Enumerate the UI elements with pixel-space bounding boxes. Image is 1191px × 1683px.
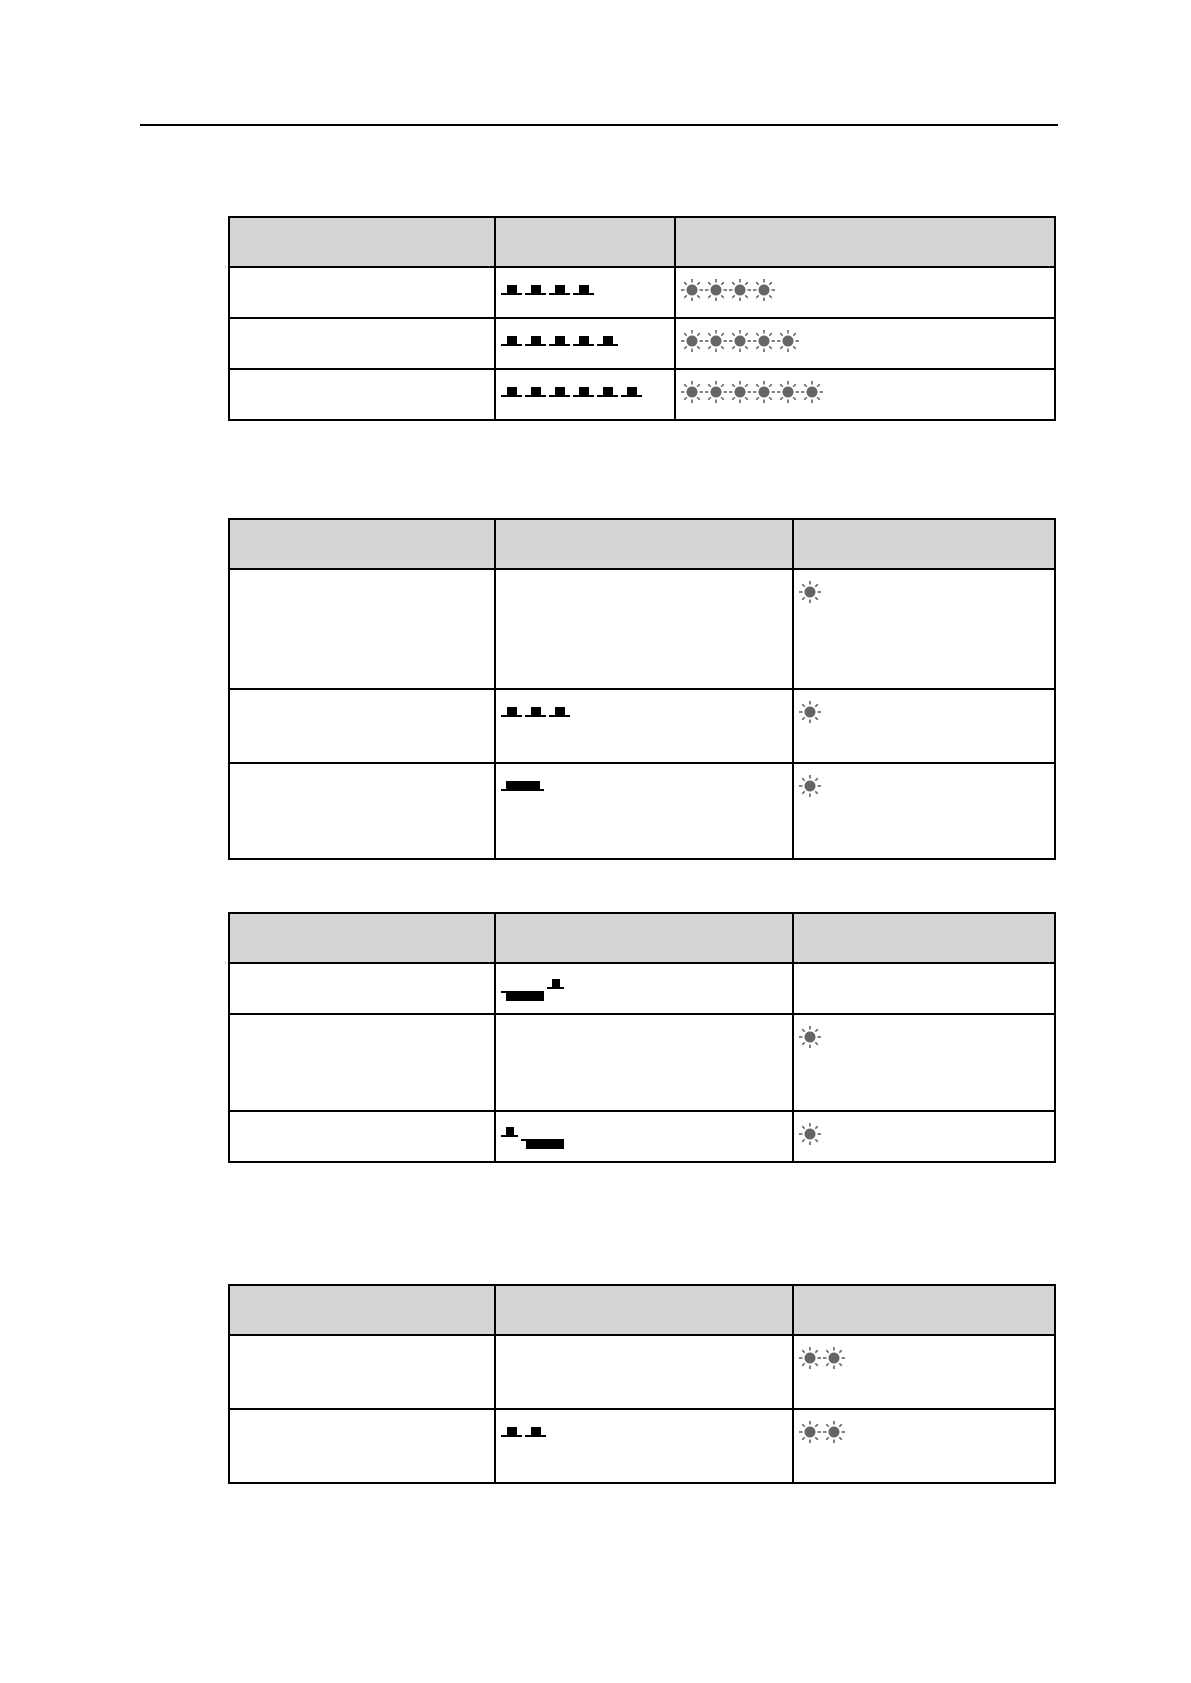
table-header-cell bbox=[495, 1285, 793, 1335]
led-pattern-cell bbox=[793, 1409, 1055, 1483]
led-blink-icon bbox=[798, 1346, 822, 1370]
table-row bbox=[229, 1335, 1055, 1409]
led-blink-icon bbox=[776, 329, 800, 353]
led-blink-icon bbox=[798, 1025, 822, 1049]
long-beep-icon bbox=[520, 1124, 566, 1150]
led-blink-icon bbox=[704, 278, 728, 302]
short-beep-icon bbox=[548, 382, 572, 398]
condition-cell bbox=[229, 267, 495, 318]
table-row bbox=[229, 963, 1055, 1014]
beep-pattern-cell bbox=[495, 569, 793, 689]
table-row bbox=[229, 318, 1055, 369]
long-beep-icon bbox=[500, 976, 546, 1002]
led-blink-icon bbox=[752, 329, 776, 353]
led-pattern-cell bbox=[675, 267, 1055, 318]
table-header-cell bbox=[229, 519, 495, 569]
beep-pattern-cell bbox=[495, 1111, 793, 1162]
short-beep-icon bbox=[500, 1422, 524, 1438]
led-pattern-cell bbox=[675, 369, 1055, 420]
table-header-cell bbox=[793, 519, 1055, 569]
led-blink-icon bbox=[776, 380, 800, 404]
led-blink-icon bbox=[822, 1420, 846, 1444]
table-header-cell bbox=[793, 913, 1055, 963]
table-row bbox=[229, 1014, 1055, 1111]
table-row bbox=[229, 569, 1055, 689]
beep-pattern-cell bbox=[495, 318, 675, 369]
table-row bbox=[229, 369, 1055, 420]
table-header-row bbox=[229, 217, 1055, 267]
condition-cell bbox=[229, 1111, 495, 1162]
table-header-cell bbox=[793, 1285, 1055, 1335]
condition-cell bbox=[229, 1014, 495, 1111]
short-beep-icon bbox=[596, 382, 620, 398]
short-beep-icon bbox=[500, 1124, 520, 1150]
led-blink-icon bbox=[798, 700, 822, 724]
table-header-cell bbox=[495, 217, 675, 267]
led-pattern-cell bbox=[793, 763, 1055, 859]
table-header-cell bbox=[495, 519, 793, 569]
led-blink-icon bbox=[798, 1420, 822, 1444]
condition-cell bbox=[229, 569, 495, 689]
table-header-row bbox=[229, 519, 1055, 569]
condition-cell bbox=[229, 369, 495, 420]
table-header-cell bbox=[229, 1285, 495, 1335]
led-blink-icon bbox=[680, 380, 704, 404]
led-pattern-cell bbox=[675, 318, 1055, 369]
short-beep-icon bbox=[548, 702, 572, 718]
table-header-cell bbox=[675, 217, 1055, 267]
beep-pattern-cell bbox=[495, 689, 793, 763]
beep-pattern-cell bbox=[495, 1335, 793, 1409]
beep-pattern-cell bbox=[495, 369, 675, 420]
led-blink-icon bbox=[680, 278, 704, 302]
led-blink-icon bbox=[728, 329, 752, 353]
led-pattern-cell bbox=[793, 963, 1055, 1014]
signal-table bbox=[228, 216, 1056, 421]
short-beep-icon bbox=[572, 280, 596, 296]
long-beep-icon bbox=[500, 776, 546, 792]
condition-cell bbox=[229, 1335, 495, 1409]
table-row bbox=[229, 763, 1055, 859]
condition-cell bbox=[229, 963, 495, 1014]
short-beep-icon bbox=[500, 280, 524, 296]
led-blink-icon bbox=[800, 380, 824, 404]
short-beep-icon bbox=[500, 702, 524, 718]
condition-cell bbox=[229, 689, 495, 763]
table-header-cell bbox=[229, 217, 495, 267]
table-header-cell bbox=[229, 913, 495, 963]
table-header-cell bbox=[495, 913, 793, 963]
led-pattern-cell bbox=[793, 1014, 1055, 1111]
beep-pattern-cell bbox=[495, 267, 675, 318]
beep-pattern-cell bbox=[495, 1014, 793, 1111]
short-beep-icon bbox=[620, 382, 644, 398]
short-beep-icon bbox=[572, 382, 596, 398]
table-row bbox=[229, 1111, 1055, 1162]
led-pattern-cell bbox=[793, 569, 1055, 689]
short-beep-icon bbox=[546, 976, 566, 1002]
table-header-row bbox=[229, 1285, 1055, 1335]
short-beep-icon bbox=[500, 331, 524, 347]
led-pattern-cell bbox=[793, 1111, 1055, 1162]
signal-table bbox=[228, 912, 1056, 1163]
short-beep-icon bbox=[548, 331, 572, 347]
led-blink-icon bbox=[704, 380, 728, 404]
table-header-row bbox=[229, 913, 1055, 963]
signal-table bbox=[228, 1284, 1056, 1484]
short-beep-icon bbox=[572, 331, 596, 347]
beep-pattern-cell bbox=[495, 963, 793, 1014]
led-blink-icon bbox=[798, 580, 822, 604]
led-blink-icon bbox=[728, 278, 752, 302]
led-blink-icon bbox=[752, 278, 776, 302]
led-blink-icon bbox=[704, 329, 728, 353]
table-row bbox=[229, 1409, 1055, 1483]
signal-table bbox=[228, 518, 1056, 860]
led-blink-icon bbox=[728, 380, 752, 404]
condition-cell bbox=[229, 318, 495, 369]
header-rule bbox=[140, 124, 1058, 126]
short-beep-icon bbox=[548, 280, 572, 296]
condition-cell bbox=[229, 763, 495, 859]
beep-pattern-cell bbox=[495, 763, 793, 859]
short-beep-icon bbox=[524, 1422, 548, 1438]
short-beep-icon bbox=[596, 331, 620, 347]
led-blink-icon bbox=[822, 1346, 846, 1370]
table-row bbox=[229, 267, 1055, 318]
short-beep-icon bbox=[524, 331, 548, 347]
led-blink-icon bbox=[680, 329, 704, 353]
led-blink-icon bbox=[798, 774, 822, 798]
short-beep-icon bbox=[524, 280, 548, 296]
table-row bbox=[229, 689, 1055, 763]
led-pattern-cell bbox=[793, 1335, 1055, 1409]
led-pattern-cell bbox=[793, 689, 1055, 763]
short-beep-icon bbox=[524, 702, 548, 718]
short-beep-icon bbox=[500, 382, 524, 398]
condition-cell bbox=[229, 1409, 495, 1483]
beep-pattern-cell bbox=[495, 1409, 793, 1483]
short-beep-icon bbox=[524, 382, 548, 398]
led-blink-icon bbox=[798, 1122, 822, 1146]
led-blink-icon bbox=[752, 380, 776, 404]
